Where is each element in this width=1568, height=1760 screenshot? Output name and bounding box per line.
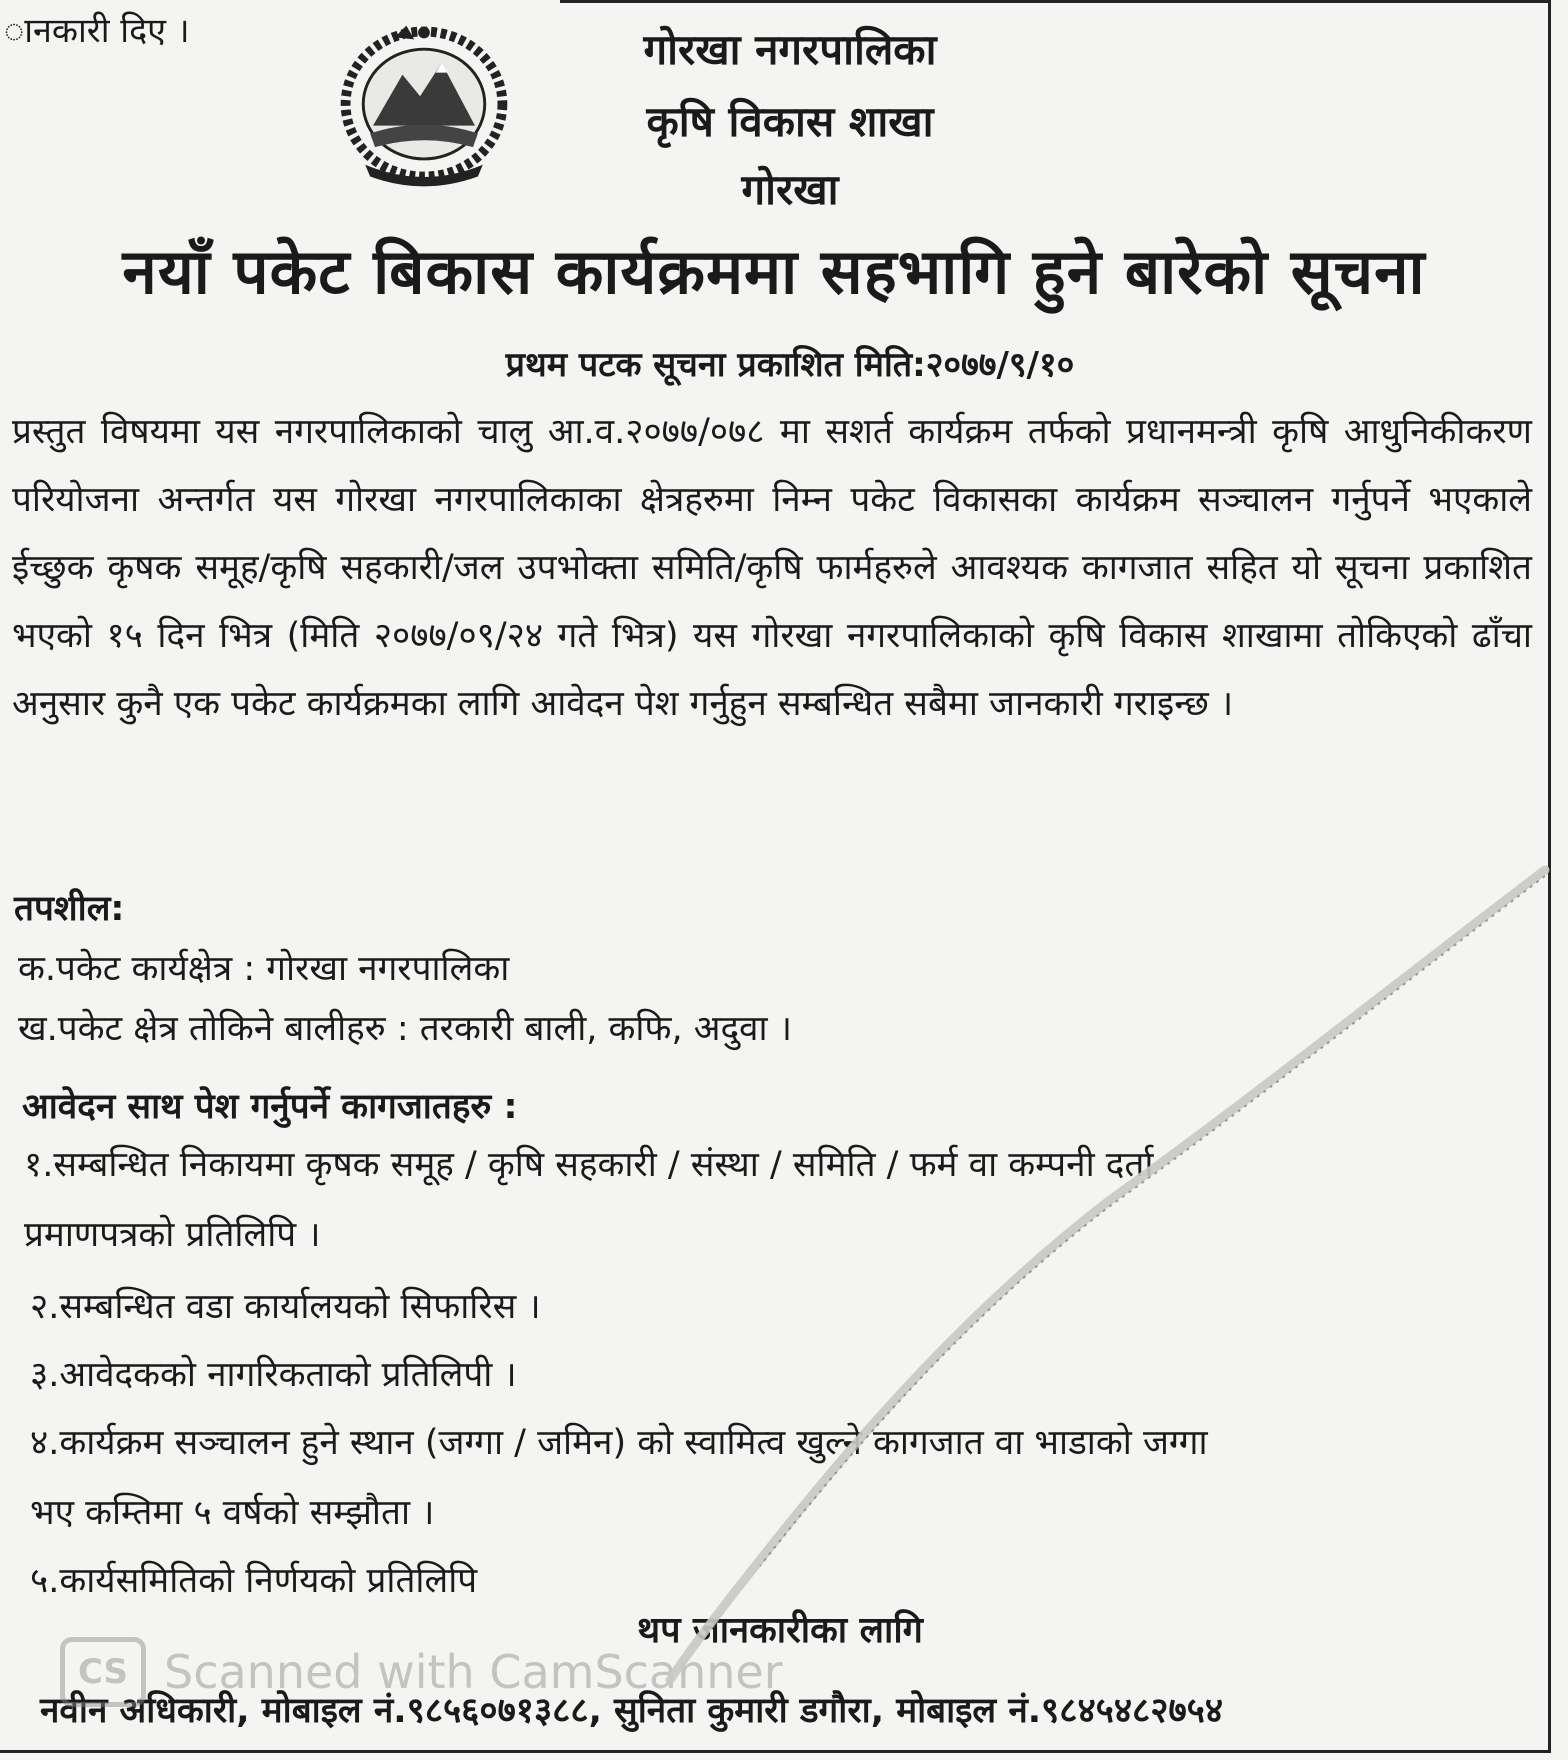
details-heading: तपशील:	[14, 889, 125, 929]
nepal-emblem-icon	[326, 16, 522, 196]
notice-body: प्रस्तुत विषयमा यस नगरपालिकाको चालु आ.व.२०७७/०७८ मा सशर्त कार्यक्रम तर्फको प्रधानमन्त्री कृषि आधुनिकीकरण परियोजना अन्तर्गत यस गोरखा नगरपालिकाका क्षेत्रहरुमा निम्न पकेट विकासका कार्यक्रम सञ्चालन गर्नुपर्ने भएकाले ईच्छुक कृषक समूह/कृषि सहकारी/जल उपभोक्ता समिति/कृषि फार्महरुले आवश्यक कागजात सहित यो सूचना प्रकाशित भएको १५ दिन भित्र (मिति २०७७/०९/२४ गते भित्र) यस गोरखा नगरपालिकाको कृषि विकास शाखामा तोकिएको ढाँचा अनुसार कुनै एक पकेट कार्यक्रमका लागि आवेदन पेश गर्नुहुन सम्बन्धित सबैमा जानकारी गराइन्छ ।	[12, 412, 1532, 724]
camscanner-watermark	[60, 1634, 783, 1710]
notice-title: नयाँ पकेट बिकास कार्यक्रममा सहभागि हुने बारेको सूचना	[122, 235, 1426, 308]
office-name: गोरखा नगरपालिका	[643, 25, 937, 74]
detail-item-kha: ख.पकेट क्षेत्र तोकिने बालीहरु : तरकारी बाली, कफि, अदुवा ।	[18, 1009, 792, 1049]
documents-heading: आवेदन साथ पेश गर्नुपर्ने कागजातहरु :	[22, 1087, 518, 1127]
cut-off-text: ानकारी दिए ।	[4, 11, 190, 51]
branch-name: कृषि विकास शाखा	[646, 97, 934, 146]
office-location: गोरखा	[741, 165, 839, 214]
document-item-2: २.सम्बन्धित वडा कार्यालयको सिफारिस ।	[30, 1287, 541, 1327]
document-item-3: ३.आवेदकको नागरिकताको प्रतिलिपी ।	[30, 1355, 517, 1395]
document-item-1-cont: प्रमाणपत्रको प्रतिलिपि ।	[24, 1215, 321, 1255]
contact-details: नवीन अधिकारी, मोबाइल नं.९८५६०७१३८८, सुनिता कुमारी डगौरा, मोबाइल नं.९८४५४८२७५४	[40, 1691, 1224, 1731]
document-item-1: १.सम्बन्धित निकायमा कृषक समूह / कृषि सहकारी / संस्था / समिति / फर्म वा कम्पनी दर्ता	[24, 1145, 1154, 1185]
publish-date: प्रथम पटक सूचना प्रकाशित मिति:२०७७/९/१०	[505, 345, 1075, 385]
notice-top-border	[560, 0, 1550, 3]
document-item-5: ५.कार्यसमितिको निर्णयको प्रतिलिपि	[30, 1561, 478, 1601]
watermark-text: Scanned with CamScanner	[164, 1645, 783, 1699]
camscanner-logo-icon: CS	[60, 1637, 146, 1707]
document-item-4-cont: भए कम्तिमा ५ वर्षको सम्झौता ।	[30, 1493, 435, 1533]
detail-item-ka: क.पकेट कार्यक्षेत्र : गोरखा नगरपालिका	[18, 949, 510, 989]
contact-heading: थप जानकारीका लागि	[637, 1610, 923, 1651]
document-item-4: ४.कार्यक्रम सञ्चालन हुने स्थान (जग्गा / जमिन) को स्वामित्व खुल्ने कागजात वा भाडाको जग्गा	[30, 1423, 1208, 1463]
